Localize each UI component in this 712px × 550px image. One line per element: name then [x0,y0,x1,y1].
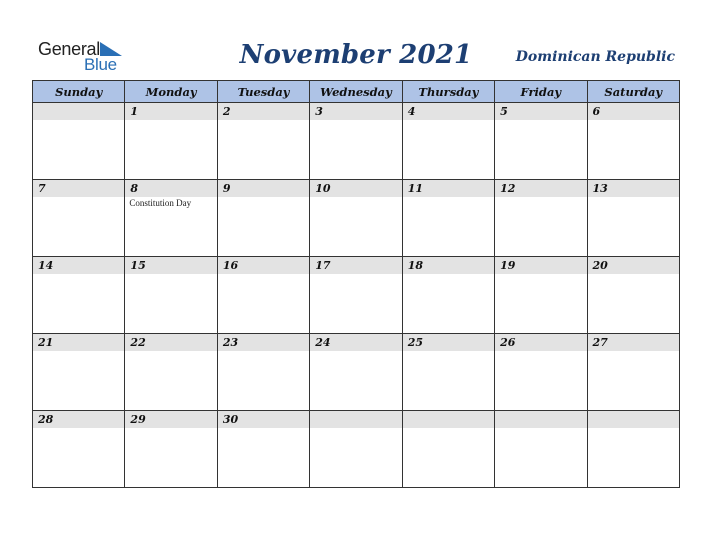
day-cell [125,103,217,180]
day-cell [125,257,217,334]
day-number: 6 [588,103,679,120]
day-cell [125,334,217,411]
day-number: 13 [588,180,679,197]
day-number: 16 [218,257,309,274]
day-number: 24 [310,334,401,351]
day-cell [587,257,679,334]
day-number: 14 [33,257,124,274]
day-cell [402,411,494,488]
weekday-header: Friday [495,81,587,103]
day-number [310,411,401,428]
day-number: 10 [310,180,401,197]
day-number: 18 [403,257,494,274]
day-cell [495,257,587,334]
day-number: 15 [125,257,216,274]
day-cell [125,180,217,257]
day-number: 3 [310,103,401,120]
day-number: 9 [218,180,309,197]
day-number: 20 [588,257,679,274]
day-number: 21 [33,334,124,351]
day-cell [495,334,587,411]
weekday-header: Sunday [33,81,125,103]
day-cell [217,180,309,257]
day-cell [217,334,309,411]
day-number: 27 [588,334,679,351]
day-cell [402,103,494,180]
day-cell [125,411,217,488]
day-number: 17 [310,257,401,274]
country-label: Dominican Republic [515,49,675,65]
day-cell [402,257,494,334]
day-number: 30 [218,411,309,428]
day-cell [495,411,587,488]
day-cell [310,334,402,411]
day-number: 26 [495,334,586,351]
day-cell [217,257,309,334]
day-number: 1 [125,103,216,120]
day-number: 5 [495,103,586,120]
day-number [495,411,586,428]
day-cell [587,334,679,411]
weekday-header: Tuesday [217,81,309,103]
logo-text-general: General [38,39,100,59]
day-cell [33,334,125,411]
day-cell [402,334,494,411]
day-cell [587,103,679,180]
day-cell [495,103,587,180]
day-number [403,411,494,428]
week-row [33,180,680,257]
day-number: 29 [125,411,216,428]
week-row [33,103,680,180]
day-number: 12 [495,180,586,197]
day-number: 28 [33,411,124,428]
day-cell [310,257,402,334]
day-cell [587,411,679,488]
day-number: 19 [495,257,586,274]
logo-text-blue: Blue [84,55,117,74]
page-title: November 2021 [239,40,473,70]
day-number [33,103,124,120]
weekday-header: Saturday [587,81,679,103]
day-number: 2 [218,103,309,120]
day-cell [310,180,402,257]
week-row [33,411,680,488]
day-cell [495,180,587,257]
day-number: 23 [218,334,309,351]
day-cell [33,257,125,334]
day-cell [217,103,309,180]
day-cell [33,411,125,488]
day-cell [587,180,679,257]
day-number [588,411,679,428]
holiday-label: Constitution Day [129,198,192,208]
day-number: 7 [33,180,124,197]
calendar-grid [32,80,680,488]
weekday-header-row [33,81,680,103]
week-row [33,257,680,334]
weekday-header: Wednesday [310,81,402,103]
week-row [33,334,680,411]
day-cell [402,180,494,257]
day-number: 22 [125,334,216,351]
day-cell [33,180,125,257]
weekday-header: Monday [125,81,217,103]
day-cell [310,411,402,488]
day-cell [310,103,402,180]
day-number: 25 [403,334,494,351]
day-number: 8 [125,180,216,197]
weekday-header: Thursday [402,81,494,103]
day-number: 11 [403,180,494,197]
day-number: 4 [403,103,494,120]
day-cell [217,411,309,488]
day-cell [33,103,125,180]
